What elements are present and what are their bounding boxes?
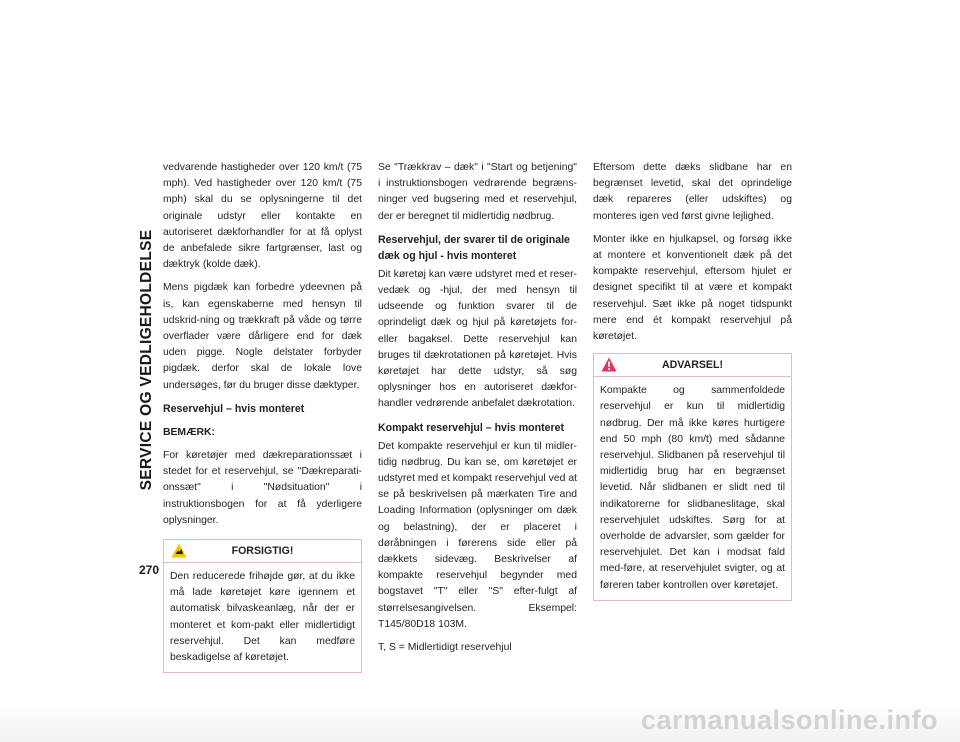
warning-box: [593, 353, 792, 601]
section-title: [136, 160, 158, 560]
caution-title: FORSIGTIG!: [231, 545, 294, 558]
warning-header: [594, 354, 791, 377]
caution-box: [163, 539, 362, 673]
page-number: 270: [139, 563, 160, 577]
heading-compact-spare: Kompakt reservehjul – hvis monteret: [378, 421, 565, 434]
warning-text: Kompakte og sammenfoldede reservehjul er kun til midlertidig nødbrug. Der må ikke køres hurtigere end 50 mph (80 km/t) med sådanne reservehjul. Slidbanen på reservehjul til midlertidig brug har en begrænset levetid. Når slidbanen er slidt ned til indikatorerne for slidbaneslitage, skal reservehjulet udskiftes. Sørg for at overholde de advarsler, som gælder for reservehjulet. Det kan i modsat fald med-føre, at reservehjulet svigter, og at føreren taber kontrollen over køretøjet.: [600, 385, 785, 591]
note-label: BEMÆRK:: [163, 426, 215, 438]
paragraph: Det kompakte reservehjul er kun til midler-tidig nødbrug. Du kan se, om køretøjet er udstyret med et kompakt reservehjul ved at se på beskrivelsen på mærkaten Tire and Loading Information (oplysninger om dæk og belastning), der er placeret i døråbningen i førerens side eller på dækkets sidevæg. Beskrivelser af kompakte reservehjul begynder med bogstavet "T" eller "S" efter-fulgt af størrelsesangivelsen. Eksempel: T145/80D18 103M.: [378, 440, 577, 630]
heading-spare-wheel: Reservehjul – hvis monteret: [163, 402, 305, 415]
warning-title: ADVARSEL!: [661, 359, 723, 372]
paragraph: Monter ikke en hjulkapsel, og forsøg ikke at montere et konventionelt dæk på det kompakte reservehjul, eftersom hjulet er designet specifikt til at være et kompakt reservehjul. Sæt ikke på noget tidspunkt mere end ét kompakt reservehjul på køretøjet.: [593, 233, 792, 343]
paragraph: vedvarende hastigheder over 120 km/t (75 mph). Ved hastigheder over 120 km/t (75 mph) skal du se oplysningerne til det originale udstyr eller kontakte en autoriseret dækforhandler for at få oplyst de anbefalede sikre fartgrænser, last og dæktryk (kolde dæk).: [163, 162, 362, 271]
caution-header: [164, 540, 361, 563]
paragraph: Dit køretøj kan være udstyret med et reser-vedæk og -hjul, der med hensyn til udseende og funktion svarer til de oprindeligt dæk og hjul på køretøjets for- eller bagaksel. Dette reservehjul kan bruges til dækrotationen på køretøjet. Hvis køretøjet har dette udstyr, så søg oplysninger hos en autoriseret dækfor-handler vedrørende anbefalet dækrotation.: [378, 268, 577, 410]
warning-triangle-icon: [601, 357, 617, 372]
section-title-text: SERVICE OG VEDLIGEHOLDELSE: [138, 229, 155, 491]
paragraph: Se "Trækkrav – dæk" i "Start og betjening" i instruktionsbogen vedrørende begræns-ninger ved bugsering med et reservehjul, der er beregnet til midlertidig nødbrug.: [378, 162, 577, 222]
heading-matching-spare: Reservehjul, der svarer til de originale dæk og hjul - hvis monteret: [378, 233, 570, 262]
note-text: For køretøjer med dækreparationssæt i stedet for et reservehjul, se "Dækreparati-onssæt" i "Nødsituation" i instruktionsbogen for at få yderligere oplysninger.: [163, 450, 362, 526]
caution-triangle-icon: [171, 543, 187, 558]
paragraph: Eftersom dette dæks slidbane har en begrænset levetid, skal det oprindelige dæk repareres (eller udskiftes) og monteres igen ved først givne lejlighed.: [593, 162, 792, 222]
paragraph: T, S = Midlertidigt reservehjul: [378, 642, 512, 654]
paragraph: Mens pigdæk kan forbedre ydeevnen på is, kan egenskaberne med hensyn til udskrid-ning og trækkraft på våde og tørre overflader være dårligere end for dæk uden pigge. Nogle delstater forbyder pigdæk. derfor skal de lokale love undersøges, før du bruger disse dæktyper.: [163, 282, 362, 391]
column-2: [378, 160, 577, 663]
watermark: carmanualsonline.info: [640, 705, 938, 735]
column-1: [163, 160, 362, 673]
caution-text: Den reducerede frihøjde gør, at du ikke må lade køretøjet køre igennem et automatisk bilvaskeanlæg, når der er monteret et kom-pakt eller midlertidigt reservehjul. Det kan medføre beskadigelse af køretøjet.: [170, 571, 355, 664]
column-3: [593, 160, 792, 601]
